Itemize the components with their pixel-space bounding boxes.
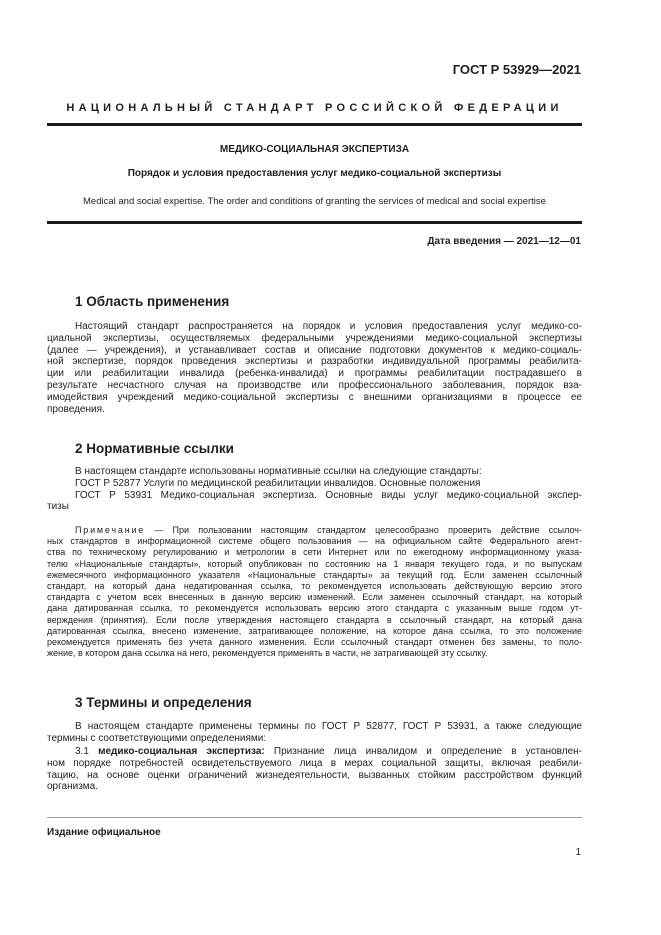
section-2-heading: 2 Нормативные ссылки [75, 441, 234, 456]
note-line: датированная ссылка, внесено изменение, затрагивающее положение, на которое дана ссылка, то это положение [47, 625, 582, 636]
term-definition-line: организма. [47, 781, 99, 793]
top-rule [47, 123, 582, 126]
section-2-references [47, 466, 582, 513]
section-1-line: ной экспертизе, порядок проведения экспертизы и разработки индивидуальной программы реабилита- [47, 356, 582, 368]
effective-date: Дата введения — 2021—12—01 [427, 236, 581, 247]
document-title-english: Medical and social expertise. The order and conditions of granting the services of medical and social expertise [83, 196, 546, 207]
section-3-intro-line: термины с соответствующими определениями: [47, 732, 267, 744]
section-1-paragraph [47, 321, 582, 415]
note-line: ных стандартов в информационной системе общего пользования — на официальном сайте Федерального агент- [47, 536, 582, 547]
section-1-line: Настоящий стандарт распространяется на порядок и условия предоставления услуг медико-со- [75, 321, 582, 332]
term-number: 3.1 [75, 746, 99, 757]
section-1-line: проведения. [47, 403, 105, 415]
section-3-intro [47, 721, 582, 745]
national-standard-heading: НАЦИОНАЛЬНЫЙ СТАНДАРТ РОССИЙСКОЙ ФЕДЕРАЦИИ [66, 102, 563, 114]
term-definition [47, 746, 582, 793]
note-line: ежемесячного информационного указателя «Национальные стандарты» за текущий год. Если заменен ссылочный [47, 569, 582, 580]
term-definition-line: тацию, на основе оценки ограничений жизнедеятельности, вызванных стойким расстройством функций [47, 769, 582, 781]
document-title: МЕДИКО-СОЦИАЛЬНАЯ ЭКСПЕРТИЗА [219, 144, 410, 155]
official-edition-label: Издание официальное [47, 827, 161, 838]
section-1-heading: 1 Область применения [75, 294, 230, 309]
footer-rule [47, 817, 582, 818]
note-first-line [47, 525, 582, 536]
document-subtitle: Порядок и условия предоставления услуг медико-социальной экспертизы [127, 168, 502, 179]
document-code: ГОСТ Р 53929—2021 [452, 62, 581, 77]
reference-gost-53931: ГОСТ Р 53931 Медико-социальная экспертиза. Основные виды услуг медико-социальной экспер- [75, 489, 582, 501]
section-1-line: ции или реабилитации инвалида (ребенка-инвалида) и программы реабилитации пострадавшего в [47, 368, 582, 380]
term-name: медико-социальная экспертиза: [98, 746, 265, 757]
term-definition-start: Признание лица инвалидом и определение в установлен- [264, 746, 583, 757]
term-first-line [47, 746, 582, 758]
section-1-line: циальной экспертизы, осуществляемых федеральными учреждениями медико-социальной экспертизы [47, 332, 582, 344]
note-text-start: — При пользовании настоящим стандартом целесообразно проверить действие ссылоч- [145, 525, 582, 535]
note-line: жение, в котором дана ссылка на него, рекомендуется применять в части, не затрагивающей эту ссылку. [47, 648, 488, 659]
section-1-line: (далее — учреждения), и устанавливает состав и описание подготовки документов к медико-социаль- [47, 344, 582, 356]
note-line: стандарта с учетом всех внесенных в данную версию изменений. Если заменен ссылочный стандарт, на который [47, 592, 582, 603]
references-intro: В настоящем стандарте использованы нормативные ссылки на следующие стандарты: [75, 466, 482, 477]
note-line: верждения (принятия). Если после утверждения настоящего стандарта в ссылочный стандарт, на который дана [47, 614, 582, 625]
term-definition-line: ном порядке потребностей освидетельствуемого лица в мерах социальной защиты, включая реабили- [47, 757, 582, 769]
references-note [47, 525, 582, 659]
note-line: телю «Национальные стандарты», который опубликован по состоянию на 1 января текущего года, и по выпускам [47, 558, 582, 569]
note-line: ства по техническому регулированию и метрологии в сети Интернет или по ежегодному информационному указа- [47, 547, 582, 558]
section-1-line: имодействия учреждений медико-социальной экспертизы с внешними организациями в процессе ее [47, 391, 582, 403]
reference-gost-53931-continued: тизы [47, 501, 69, 513]
note-line: дана датированная ссылка, то рекомендуется использовать версию этого стандарта с указанным выше годом ут- [47, 603, 582, 614]
section-3-heading: 3 Термины и определения [75, 695, 252, 710]
note-line: рекомендуется применять без учета данного изменения. Если ссылочный стандарт отменен без замены, то поло- [47, 637, 582, 648]
bottom-rule [47, 221, 582, 224]
page-number: 1 [575, 847, 581, 858]
section-3-intro-line: В настоящем стандарте применены термины по ГОСТ Р 52877, ГОСТ Р 53931, а также следующие [75, 721, 582, 732]
note-line: стандарт, на который дана недатированная ссылка, то рекомендуется использовать действующую версию этого [47, 581, 582, 592]
note-label: Примечание [75, 525, 146, 535]
reference-gost-52877: ГОСТ Р 52877 Услуги по медицинской реабилитации инвалидов. Основные положения [75, 477, 481, 489]
section-1-line: результате несчастного случая на производстве или профессионального заболевания, порядок вза- [47, 379, 582, 391]
